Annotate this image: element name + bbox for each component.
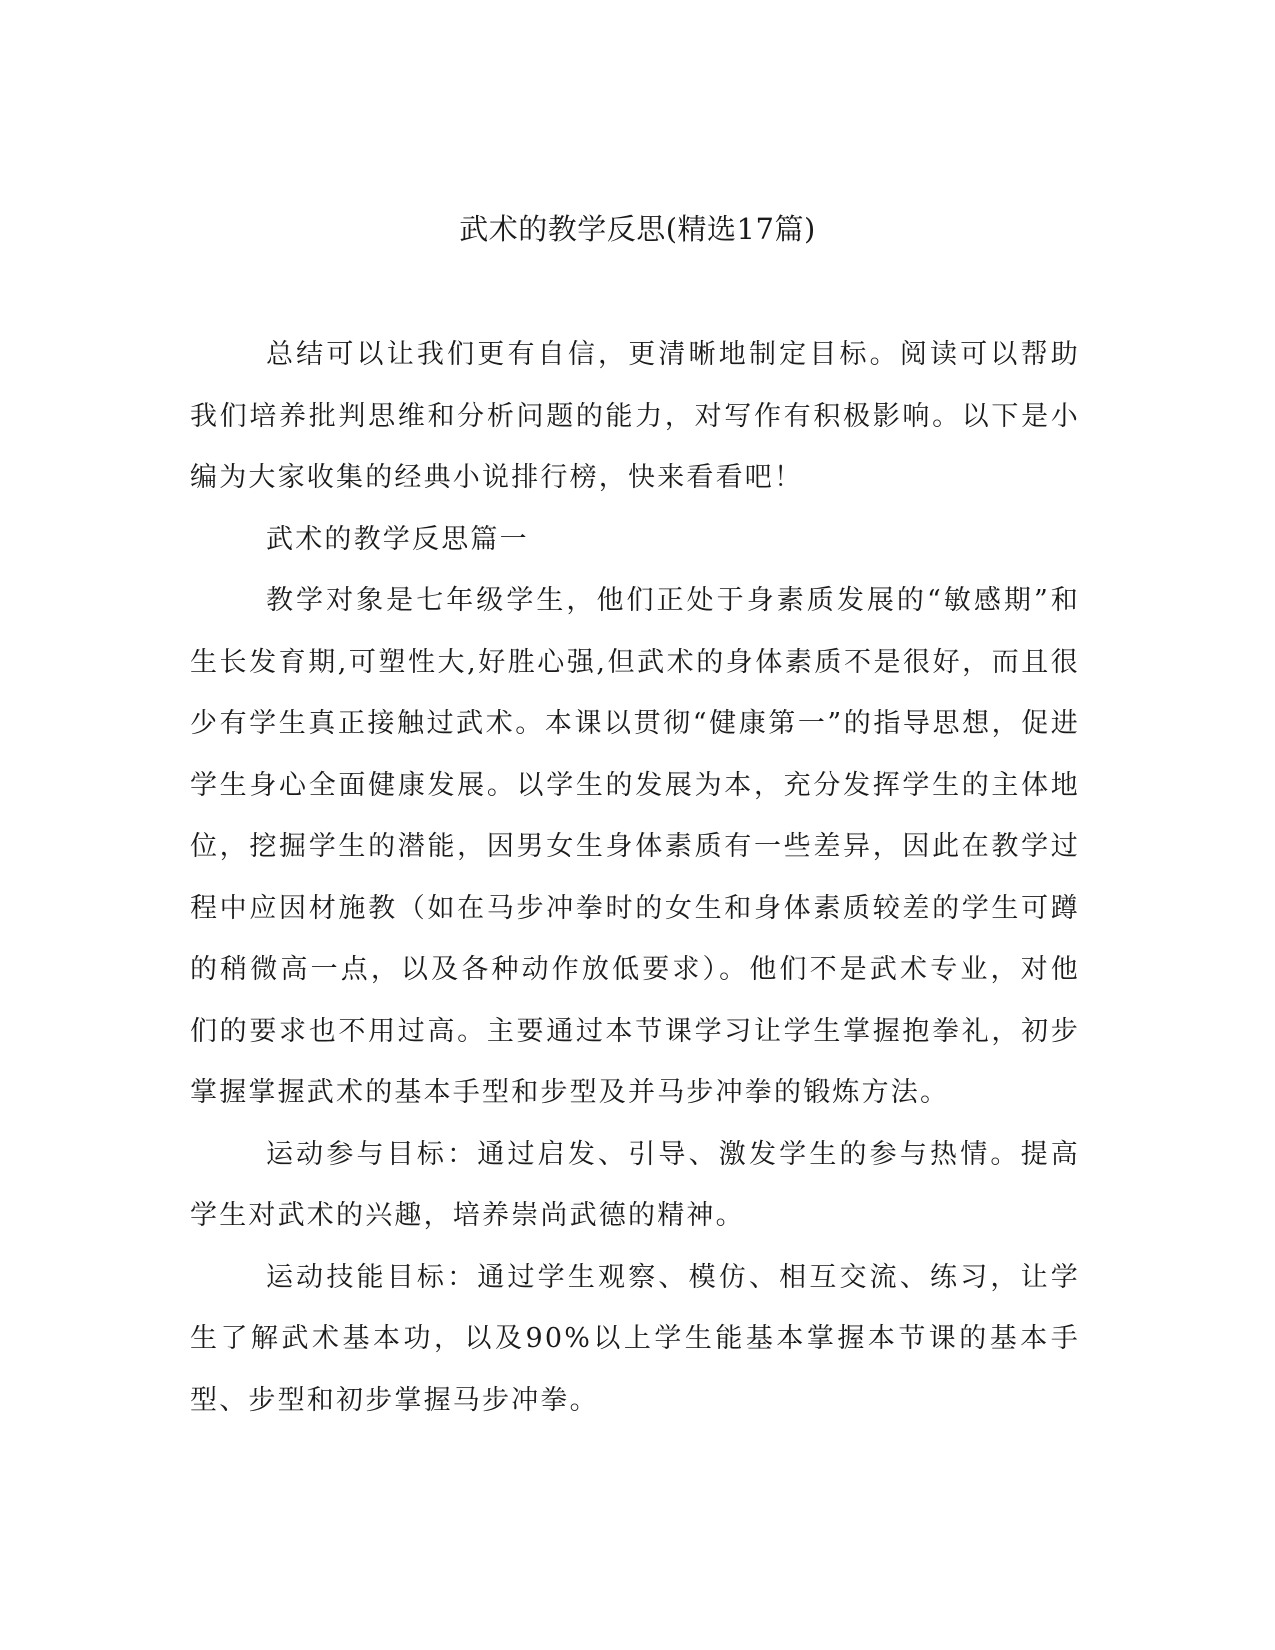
intro-paragraph: 总结可以让我们更有自信，更清晰地制定目标。阅读可以帮助我们培养批判思维和分析问题的能力，对写作有积极影响。以下是小编为大家收集的经典小说排行榜，快来看看吧！ — [190, 339, 1080, 493]
body-paragraph: 运动技能目标：通过学生观察、模仿、相互交流、练习，让学生了解武术基本功，以及90%以上学生能基本掌握本节课的基本手型、步型和初步掌握马步冲拳。 — [190, 1261, 1080, 1416]
body-paragraph: 教学对象是七年级学生，他们正处于身素质发展的“敏感期”和生长发育期,可塑性大,好胜心强,但武术的身体素质不是很好，而且很少有学生真正接触过武术。本课以贯彻“健康第一”的指导思想，促进学生身心全面健康发展。以学生的发展为本，充分发挥学生的主体地位，挖掘学生的潜能，因男女生身体素质有一些差异，因此在教学过程中应因材施教（如在马步冲拳时的女生和身体素质较差的学生可蹲的稍微高一点，以及各种动作放低要求）。他们不是武术专业，对他们的要求也不用过高。主要通过本节课学习让学生掌握抱拳礼，初步掌握掌握武术的基本手型和步型及并马步冲拳的锻炼方法。 — [190, 585, 1080, 1108]
body-paragraph: 运动参与目标：通过启发、引导、激发学生的参与热情。提高学生对武术的兴趣，培养崇尚武德的精神。 — [190, 1138, 1080, 1231]
document-body — [190, 324, 1080, 1431]
document-title: 武术的教学反思(精选17篇) — [459, 212, 816, 246]
section-heading: 武术的教学反思篇一 — [266, 523, 529, 555]
